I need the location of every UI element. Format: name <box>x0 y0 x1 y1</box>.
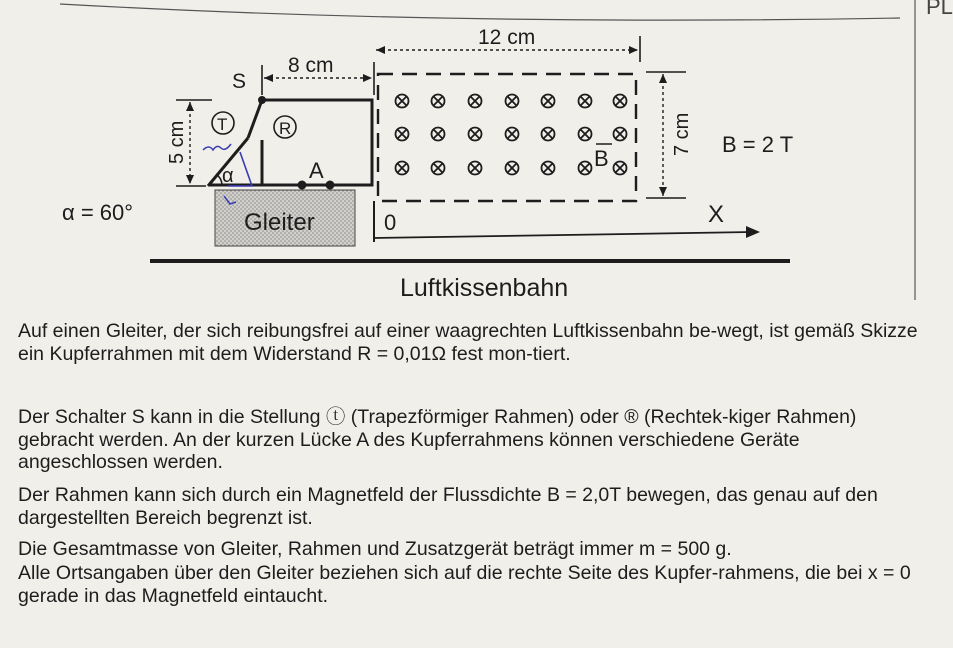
dim-5cm-arrow-top <box>186 102 194 111</box>
paragraph-3: Der Rahmen kann sich durch ein Magnetfeld der Flussdichte B = 2,0T bewegen, das genau auf den dargestellten Bereich begrenzt ist. <box>18 484 878 529</box>
switch-label: S <box>232 70 247 93</box>
field-cross-icon <box>469 162 482 175</box>
x-axis <box>374 232 752 238</box>
origin-label: 0 <box>384 210 397 235</box>
field-cross-icon <box>396 95 409 108</box>
field-cross-icon <box>506 95 519 108</box>
field-cross-icon <box>614 128 627 141</box>
switch-lever <box>248 100 262 138</box>
field-cross-icon <box>506 162 519 175</box>
field-strength-label: B = 2 T <box>722 132 794 157</box>
x-axis-arrow <box>746 226 760 238</box>
dim-8cm-arrow-left <box>264 74 273 82</box>
field-cross-icon <box>432 95 445 108</box>
cutoff-fragment: PL <box>926 0 953 19</box>
field-cross-icon <box>432 128 445 141</box>
field-cross-icon <box>396 162 409 175</box>
dim-8cm-label: 8 cm <box>288 54 334 77</box>
track-label: Luftkissenbahn <box>400 274 569 302</box>
dim-7cm-label: 7 cm <box>671 112 693 156</box>
field-cross-icon <box>579 95 592 108</box>
field-cross-icon <box>542 95 555 108</box>
paragraph-1: Auf einen Gleiter, der sich reibungsfrei auf einer waagrechten Luftkissenbahn be-wegt, ist gemäß Skizze ein Kupferrahmen mit dem Widerstand R = 0,01Ω fest mon-tiert. <box>18 320 918 365</box>
pos-t-label: T <box>217 115 228 134</box>
glider-label: Gleiter <box>244 209 315 236</box>
switch-pivot <box>258 96 266 104</box>
dim-12cm-arrow-left <box>376 46 385 54</box>
field-crosses <box>396 95 627 175</box>
x-axis-label: X <box>708 201 725 228</box>
dim-12cm-arrow-right <box>629 46 638 54</box>
field-cross-icon <box>579 162 592 175</box>
physics-diagram <box>0 0 950 310</box>
dim-5cm-label: 5 cm <box>166 120 188 164</box>
paragraph-5: Alle Ortsangaben über den Gleiter beziehen sich auf die rechte Seite des Kupfer-rahmens, die bei x = 0 gerade in das Magnetfeld eintaucht. <box>18 562 911 607</box>
dim-8cm-arrow-right <box>363 74 372 82</box>
field-cross-icon <box>432 162 445 175</box>
gap-terminal-right <box>326 181 335 190</box>
angle-label: α <box>222 165 234 187</box>
field-cross-icon <box>542 128 555 141</box>
dim-12cm-label: 12 cm <box>478 26 536 49</box>
field-cross-icon <box>469 128 482 141</box>
paragraph-2: Der Schalter S kann in die Stellung ⓣ (Trapezförmiger Rahmen) oder ® (Rechtek-kiger Rahmen) gebracht werden. An der kurzen Lücke A des Kupferrahmens können verschiedene Geräte angeschlossen werden. <box>18 406 857 473</box>
dim-7cm-arrow-top <box>659 74 667 83</box>
pos-r-label: R <box>279 119 292 138</box>
angle-value-label: α = 60° <box>62 200 134 225</box>
dim-7cm-arrow-bottom <box>659 187 667 196</box>
field-cross-icon <box>469 95 482 108</box>
page-edge <box>60 4 900 20</box>
field-cross-icon <box>614 95 627 108</box>
field-cross-icon <box>579 128 592 141</box>
gap-label: A <box>309 158 324 183</box>
dim-5cm-arrow-bottom <box>186 175 194 184</box>
handwriting-annotation <box>203 144 231 150</box>
copper-frame <box>210 100 372 185</box>
field-cross-icon <box>614 162 627 175</box>
field-cross-icon <box>396 128 409 141</box>
field-marker-label: B <box>594 146 609 171</box>
paragraph-4: Die Gesamtmasse von Gleiter, Rahmen und Zusatzgerät beträgt immer m = 500 g. <box>18 538 732 560</box>
field-cross-icon <box>506 128 519 141</box>
field-cross-icon <box>542 162 555 175</box>
gap-terminal-left <box>298 181 307 190</box>
